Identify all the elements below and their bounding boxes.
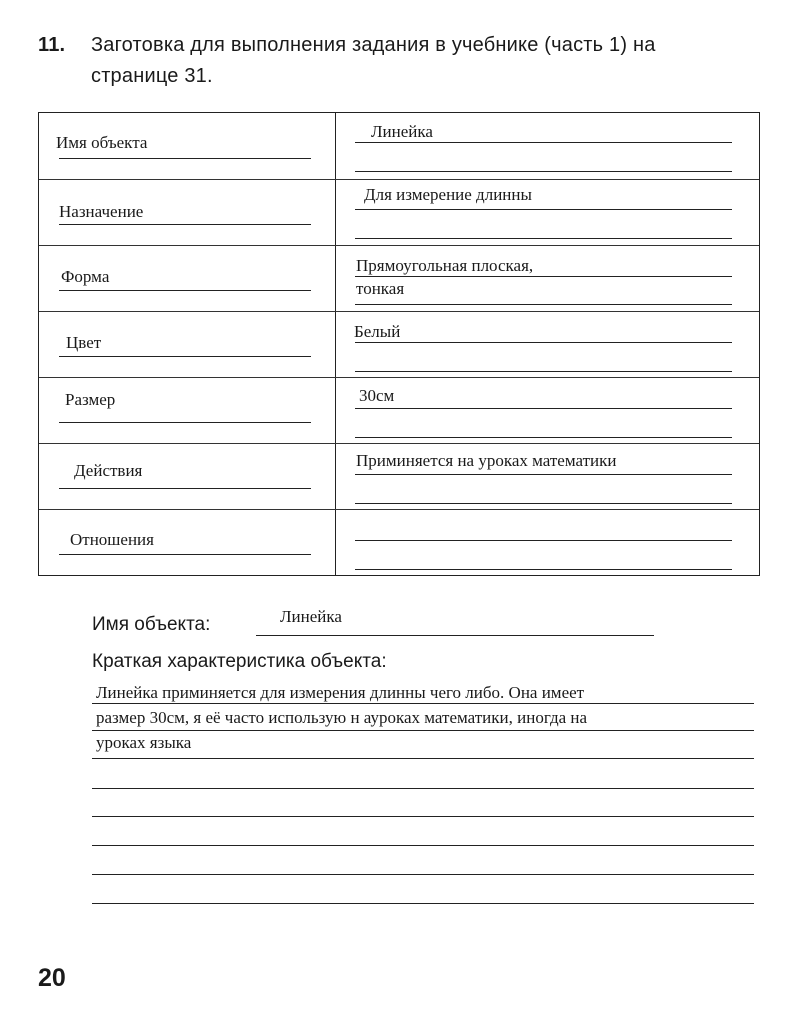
row-label: Действия — [74, 461, 143, 480]
task-number: 11. — [38, 34, 66, 56]
label-line — [59, 422, 311, 423]
object-name-label: Имя объекта: — [92, 614, 211, 635]
task-title: Заготовка для выполнения задания в учебнике (часть 1) на — [91, 34, 656, 56]
value-line — [355, 209, 732, 210]
description-label: Краткая характеристика объекта: — [92, 651, 387, 672]
page-number: 20 — [38, 964, 66, 992]
value-line — [355, 437, 732, 438]
row-value: Прямоугольная плоская, — [356, 256, 534, 275]
row-label: Отношения — [70, 530, 154, 549]
table-row — [39, 509, 759, 576]
table-row — [39, 311, 759, 378]
writing-line — [92, 903, 754, 904]
writing-line — [92, 816, 754, 817]
object-table — [38, 112, 760, 576]
description-line: Линейка приминяется для измерения длинны чего либо. Она имеет — [96, 683, 585, 702]
task-line-2: странице 31. — [91, 65, 213, 87]
row-value: Белый — [354, 322, 401, 341]
object-name-line — [256, 635, 654, 636]
row-label: Назначение — [59, 202, 144, 221]
label-line — [59, 356, 311, 357]
value-line — [355, 408, 732, 409]
value-line — [355, 569, 732, 570]
label-line — [59, 554, 311, 555]
row-label: Цвет — [66, 333, 102, 352]
value-line — [355, 503, 732, 504]
value-line — [355, 371, 732, 372]
value-line — [355, 540, 732, 541]
description-line: размер 30см, я её часто иcпользую н ауроках математики, иногда на — [96, 708, 588, 727]
description-line: уроках языка — [96, 733, 192, 752]
table-row — [39, 443, 759, 510]
value-line — [355, 474, 732, 475]
label-line — [59, 224, 311, 225]
writing-line — [92, 730, 754, 731]
task-header — [38, 30, 768, 92]
row-value: Линейка — [371, 122, 433, 141]
label-line — [59, 158, 311, 159]
label-line — [59, 290, 311, 291]
table-row — [39, 377, 759, 444]
writing-line — [92, 703, 754, 704]
value-line — [355, 304, 732, 305]
value-line — [355, 276, 732, 277]
row-value: Приминяется на уроках математики — [356, 451, 617, 470]
value-line — [355, 142, 732, 143]
task-line-1 — [38, 30, 768, 61]
value-line — [355, 171, 732, 172]
writing-line — [92, 874, 754, 875]
row-label: Размер — [65, 390, 116, 409]
row-value: 30см — [359, 386, 395, 405]
writing-line — [92, 788, 754, 789]
row-value-2: тонкая — [356, 279, 405, 298]
writing-line — [92, 845, 754, 846]
value-line — [355, 238, 732, 239]
writing-line — [92, 758, 754, 759]
table-row — [39, 245, 759, 312]
row-label: Имя объекта — [56, 133, 148, 152]
table-row — [39, 113, 759, 179]
row-value: Для измерение длинны — [364, 185, 532, 204]
label-line — [59, 488, 311, 489]
table-row — [39, 179, 759, 246]
value-line — [355, 342, 732, 343]
row-label: Форма — [61, 267, 110, 286]
object-name-value: Линейка — [280, 607, 342, 626]
